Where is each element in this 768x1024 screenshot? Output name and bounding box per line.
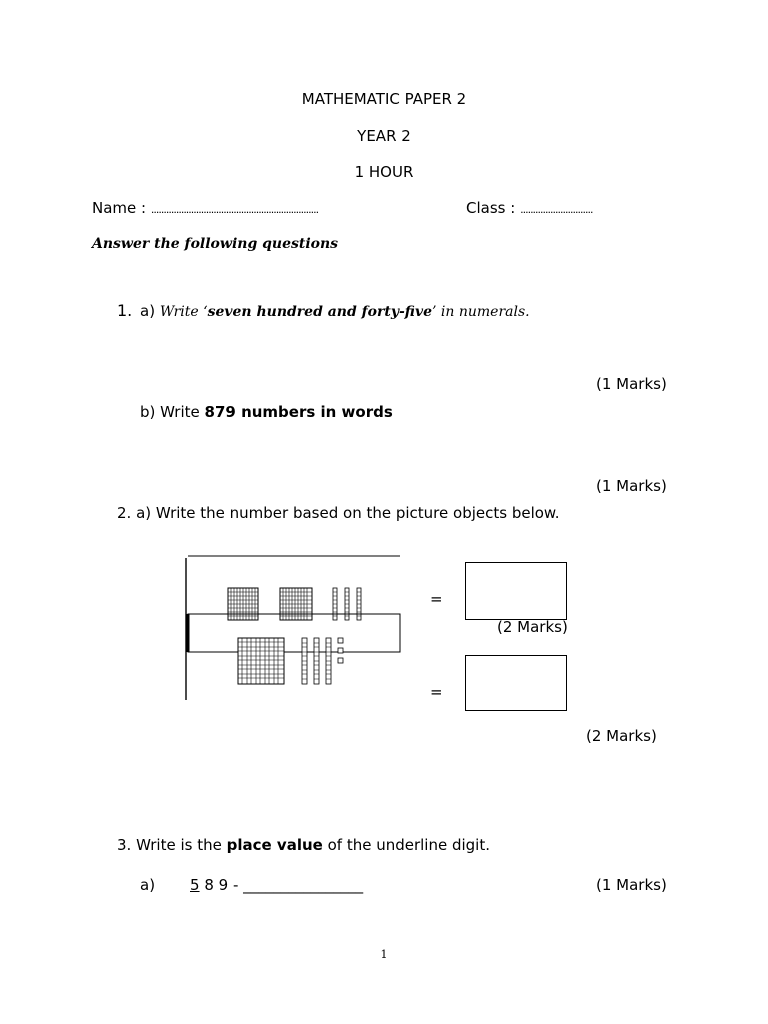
equals-sign-2: = [430, 683, 443, 701]
instruction-text: Answer the following questions [92, 236, 339, 252]
tens-rods-row-1 [333, 588, 361, 620]
class-dots: ............................. [520, 203, 593, 216]
q3a-item [190, 876, 363, 894]
q1b-question [140, 403, 393, 421]
hundreds-flat-3 [238, 638, 284, 684]
name-dots: ................................................................... [150, 203, 319, 216]
name-field[interactable] [92, 199, 318, 217]
page-number: 1 [380, 948, 388, 961]
duration-label: 1 HOUR [354, 163, 414, 181]
q2-number: 2. [117, 504, 132, 522]
q2-question [117, 504, 560, 522]
name-label: Name : [92, 199, 147, 217]
class-label: Class : [466, 199, 516, 217]
q1a-text-bold: seven hundred and forty-five [207, 304, 433, 320]
q1a-marks: (1 Marks) [596, 375, 667, 393]
q1b-marks: (1 Marks) [596, 477, 667, 495]
q3a-rest: 8 9 - ________________ [204, 876, 364, 894]
hundreds-flat-1 [228, 588, 258, 620]
tens-rods-row-2 [302, 638, 331, 684]
q1a-text-post: ’ in numerals. [432, 304, 530, 320]
unit-cubes [338, 638, 343, 663]
year-label: YEAR 2 [357, 127, 411, 145]
q1a-text-pre: Write ‘ [159, 304, 208, 320]
answer-box-2[interactable] [465, 655, 567, 711]
q3a-label: a) [140, 876, 156, 894]
q3-number: 3. [117, 836, 132, 854]
hundreds-flat-2 [280, 588, 312, 620]
equals-sign-1: = [430, 590, 443, 608]
q1b-label: b) Write [140, 403, 200, 421]
q1a-label: a) [140, 302, 156, 320]
q3-text-pre: Write is the [136, 836, 222, 854]
paper-title: MATHEMATIC PAPER 2 [301, 90, 467, 108]
q3-question [117, 836, 490, 854]
q2-marks-2: (2 Marks) [586, 727, 657, 745]
base-ten-blocks-figure [180, 548, 410, 708]
q3a-underlined-digit: 5 [190, 876, 200, 894]
class-field[interactable] [466, 199, 592, 217]
q3a-marks: (1 Marks) [596, 876, 667, 894]
q3-text-post: of the underline digit. [327, 836, 491, 854]
answer-box-1[interactable] [465, 562, 567, 620]
q3-text-bold: place value [226, 836, 323, 854]
q2-text: a) Write the number based on the picture objects below. [136, 504, 560, 522]
q1b-bold: 879 numbers in words [204, 403, 393, 421]
q1a-question [140, 302, 530, 320]
q2-marks-1: (2 Marks) [497, 618, 568, 636]
q1-number: 1. [117, 301, 133, 320]
